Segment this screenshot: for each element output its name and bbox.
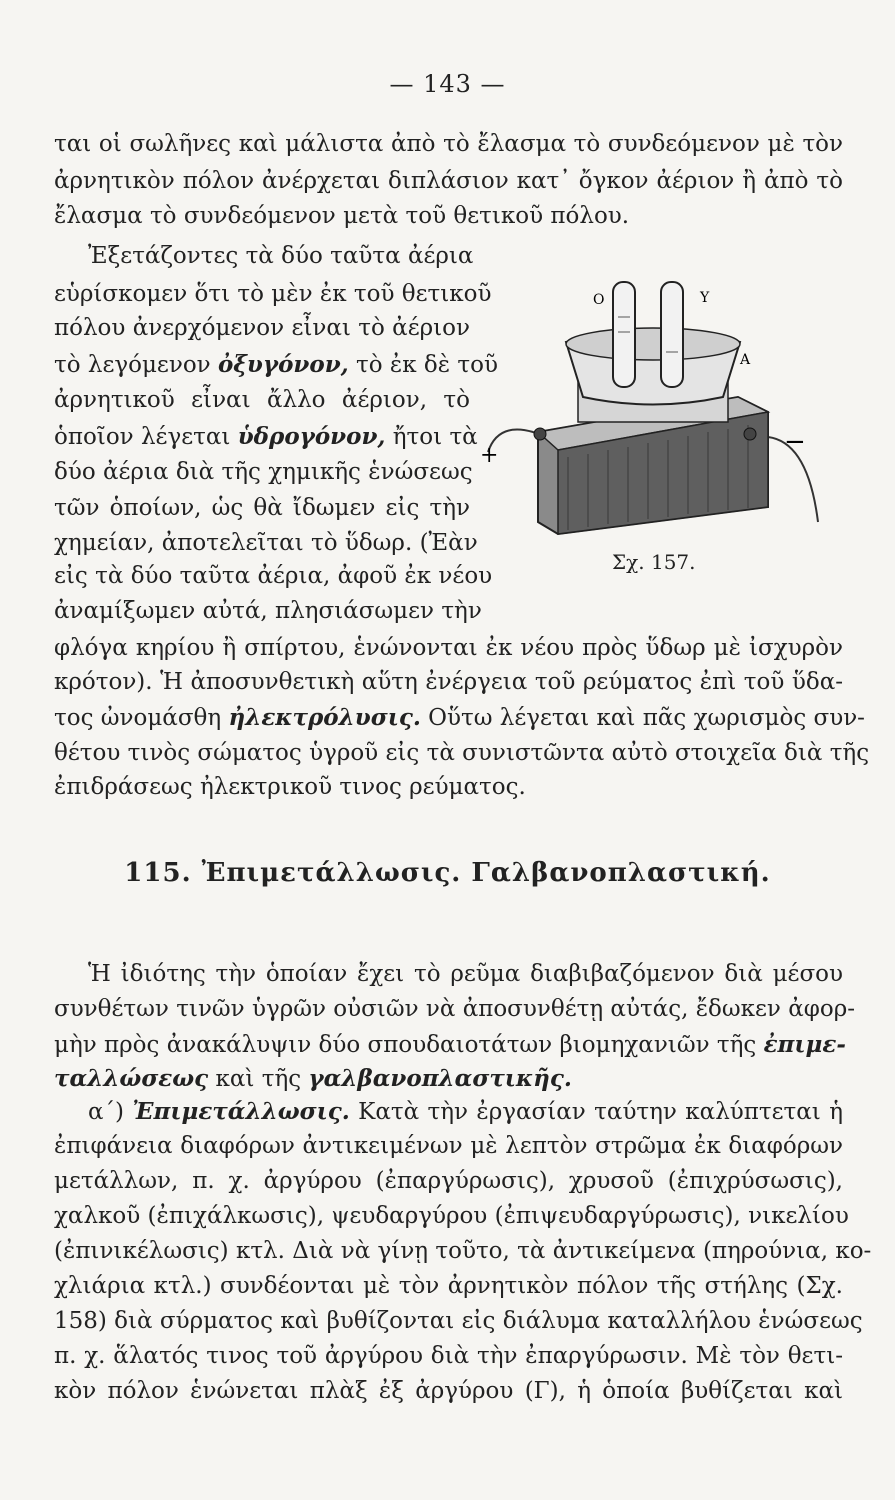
term-epimetallosis-start: ἐπιμε- — [763, 1031, 846, 1058]
label-o: O — [593, 292, 605, 308]
text-line: ταλλώσεως καὶ τῆς γαλβανοπλαστικῆς. — [54, 1065, 572, 1092]
text-line: π. χ. ἅλατός τινος τοῦ ἀργύρου διὰ τὴν ἐπαργύρωσιν. Μὲ τὸν θετι- — [54, 1343, 843, 1369]
text-line: τος ὠνομάσθη ἠλεκτρόλυσις. Οὕτω λέγεται καὶ πᾶς χωρισμὸς συν- — [54, 704, 865, 731]
text-line: (ἐπινικέλωσις) κτλ. Διὰ νὰ γίνῃ τοῦτο, τὰ ἀντικείμενα (πηρούνια, κο- — [54, 1238, 872, 1264]
text-line: κρότον). Ἡ ἀποσυνθετικὴ αὕτη ἐνέργεια τοῦ ρεύματος ἐπὶ τοῦ ὕδα- — [54, 669, 843, 695]
text-line: δύο ἀέρια διὰ τῆς χημικῆς ἑνώσεως — [54, 459, 473, 485]
text-line: ται οἱ σωλῆνες καὶ μάλιστα ἀπὸ τὸ ἔλασμα τὸ συνδεόμενον μὲ τὸν — [54, 131, 843, 157]
text-line: μετάλλων, π. χ. ἀργύρου (ἐπαργύρωσις), χρυσοῦ (ἐπιχρύσωσις), — [54, 1168, 843, 1194]
text-line: ὁποῖον λέγεται ὑδρογόνον, ἤτοι τὰ — [54, 423, 478, 450]
term-galvanoplastics: γαλβανοπλαστικῆς. — [308, 1065, 572, 1092]
text-line: συνθέτων τινῶν ὑγρῶν οὐσιῶν νὰ ἀποσυνθέτῃ αὐτάς, ἔδωκεν ἀφορ- — [54, 996, 856, 1022]
text-line: κὸν πόλον ἑνώνεται πλὰξ ἐξ ἀργύρου (Γ), ἡ ὁποία βυθίζεται καὶ — [54, 1378, 843, 1404]
text-line: τῶν ὁποίων, ὡς θὰ ἴδωμεν εἰς τὴν — [54, 495, 470, 521]
text-line: πόλου ἀνερχόμενον εἶναι τὸ ἀέριον — [54, 315, 470, 341]
text-line: χαλκοῦ (ἐπιχάλκωσις), ψευδαργύρου (ἐπιψευδαργύρωσις), νικελίου — [54, 1203, 849, 1229]
text-line: ἀρνητικὸν πόλον ἀνέρχεται διπλάσιον κατ᾽ ὄγκον ἀέριον ἢ ἀπὸ τὸ — [54, 168, 843, 194]
label-a: A — [740, 352, 751, 368]
term-epimetallosis-end: ταλλώσεως — [54, 1065, 209, 1092]
term-oxygen: ὀξυγόνον, — [217, 351, 349, 378]
electrolysis-apparatus-figure — [478, 272, 828, 552]
text-line: ἀναμίξωμεν αὐτά, πλησιάσωμεν τὴν — [54, 598, 482, 624]
text-line: ἐπιφάνεια διαφόρων ἀντικειμένων μὲ λεπτὸν στρῶμα ἐκ διαφόρων — [54, 1133, 843, 1159]
page-number: — 143 — — [389, 70, 506, 98]
text-line: θέτου τινὸς σώματος ὑγροῦ εἰς τὰ συνιστῶντα αὐτὸ στοιχεῖα διὰ τῆς — [54, 740, 870, 766]
label-plus: + — [480, 443, 499, 468]
text-line: χλιάρια κτλ.) συνδέονται μὲ τὸν ἀρνητικὸν πόλον τῆς στήλης (Σχ. — [54, 1273, 843, 1299]
term-hydrogen: ὑδρογόνον, — [237, 423, 386, 450]
text-line: εἰς τὰ δύο ταῦτα ἀέρια, ἀφοῦ ἐκ νέου — [54, 563, 493, 589]
label-y: Y — [700, 290, 710, 306]
text-line: 158) διὰ σύρματος καὶ βυθίζονται εἰς διάλυμα καταλλήλου ἑνώσεως — [54, 1308, 863, 1334]
text-line: Ἐξετάζοντες τὰ δύο ταῦτα ἀέρια — [88, 243, 474, 269]
section-heading: 115. Ἐπιμετάλλωσις. Γαλβανοπλαστική. — [124, 858, 771, 888]
text-line: χημείαν, ἀποτελεῖται τὸ ὕδωρ. (Ἐὰν — [54, 530, 478, 556]
text-line: Ἡ ἰδιότης τὴν ὁποίαν ἔχει τὸ ρεῦμα διαβιβαζόμενον διὰ μέσου — [88, 961, 843, 987]
label-minus: − — [784, 427, 806, 457]
figure-caption: Σχ. 157. — [612, 550, 696, 574]
term-electrolysis: ἠλεκτρόλυσις. — [228, 704, 421, 731]
text-line: ἀρνητικοῦ εἶναι ἄλλο ἀέριον, τὸ — [54, 387, 470, 413]
text-line: ἔλασμα τὸ συνδεόμενον μετὰ τοῦ θετικοῦ πόλου. — [54, 203, 630, 229]
text-line: φλόγα κηρίου ἢ σπίρτου, ἑνώνονται ἐκ νέου πρὸς ὕδωρ μὲ ἰσχυρὸν — [54, 635, 843, 661]
text-line: εὑρίσκομεν ὅτι τὸ μὲν ἐκ τοῦ θετικοῦ — [54, 281, 492, 307]
text-line: τὸ λεγόμενον ὀξυγόνον, τὸ ἐκ δὲ τοῦ — [54, 351, 498, 378]
text-line: α´) Ἐπιμετάλλωσις. Κατὰ τὴν ἐργασίαν ταύτην καλύπτεται ἡ — [88, 1098, 843, 1125]
subheading-epimetallosis: Ἐπιμετάλλωσις. — [132, 1098, 350, 1125]
text-line: μὴν πρὸς ἀνακάλυψιν δύο σπουδαιοτάτων βιομηχανιῶν τῆς ἐπιμε- — [54, 1031, 846, 1058]
text-line: ἐπιδράσεως ἠλεκτρικοῦ τινος ρεύματος. — [54, 774, 526, 800]
